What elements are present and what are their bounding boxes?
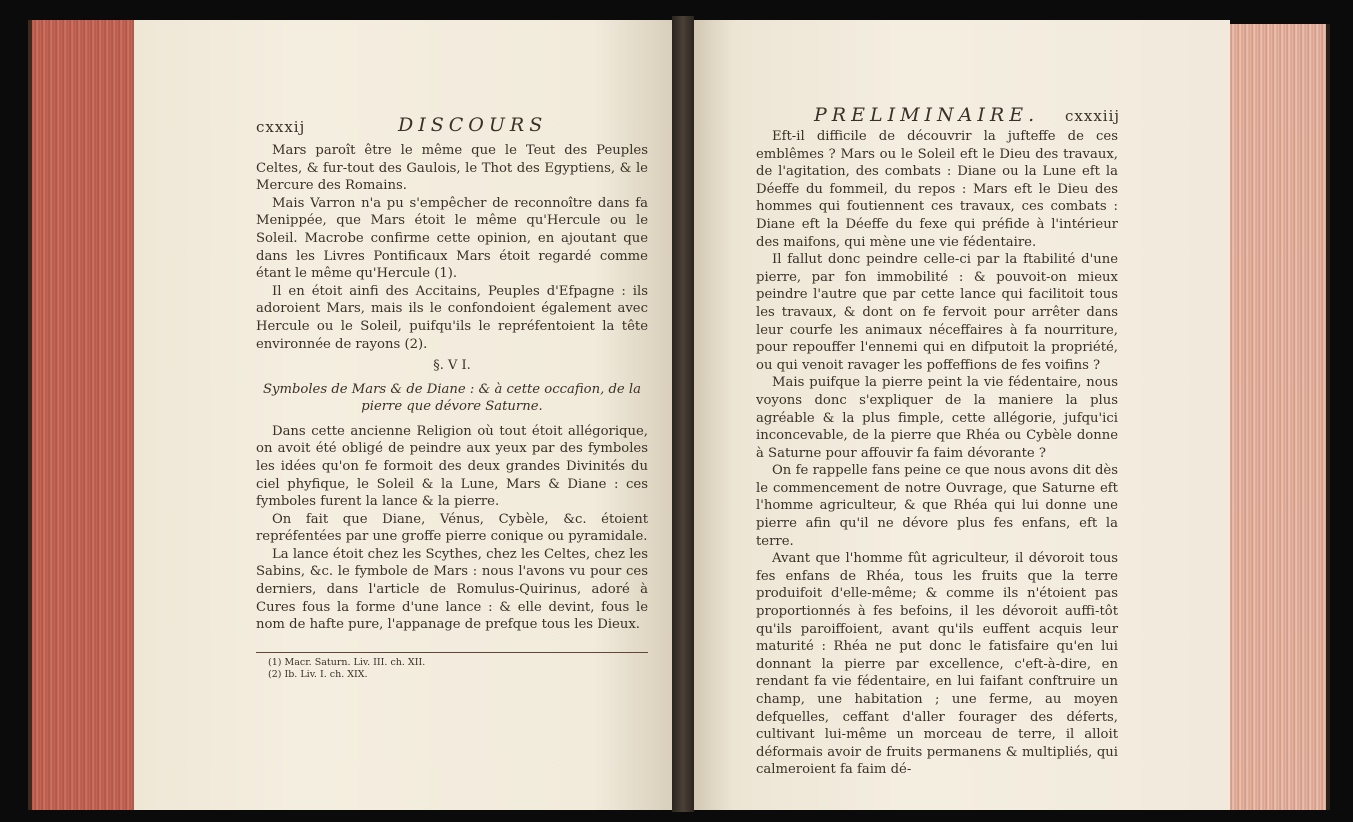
right-page-text bbox=[756, 128, 1118, 779]
left-fore-edge bbox=[28, 20, 142, 810]
right-paragraph: Eft-il difficile de découvrir la jufteffe de ces emblêmes ? Mars ou le Soleil eft le Dieu des travaux, de l'agitation, des combats : Diane ou la Lune eft la Déeffe du fommeil, du repos : Mars eft le Dieu des hommes qui foutiennent ces travaux, ces combats : Diane eft la Déeffe du fexe qui préfide à l'intérieur des maifons, qui mène une vie fédentaire. bbox=[756, 129, 1118, 250]
section-heading: Symboles de Mars & de Diane : & à cette occafion, de la pierre que dévore Saturne. bbox=[262, 381, 642, 414]
left-paragraph: On fait que Diane, Vénus, Cybèle, &c. étoient repréfentées par une groffe pierre conique ou pyramidale. bbox=[256, 511, 648, 545]
book-gutter bbox=[672, 16, 694, 812]
right-running-title: PRELIMINAIRE. bbox=[814, 104, 1040, 126]
left-paragraph: Mars paroît être le même que le Teut des Peuples Celtes, & fur-tout des Gaulois, le Thot des Egyptiens, & le Mercure des Romains. bbox=[256, 143, 648, 194]
footnotes bbox=[268, 657, 425, 681]
right-paragraph: Il fallut donc peindre celle-ci par la ftabilité d'une pierre, par fon immobilité : & pouvoit-on mieux peindre l'autre que par cette lance qui facilitoit tous les travaux, & dont on fe fervoit pour arrêter dans leur courfe les animaux néceffaires à fa nourriture, pour repouffer l'ennemi qui en difputoit la propriété, ou qui venoit ravager les poffeffions de fes voifins ? bbox=[756, 252, 1118, 373]
left-paragraph: Dans cette ancienne Religion où tout étoit allégorique, on avoit été obligé de peindre aux yeux par des fymboles les idées qu'on fe formoit des deux grandes Divinités du ciel phyfique, le Soleil & la Lune, Mars & Diane : ces fymboles furent la lance & la pierre. bbox=[256, 423, 648, 510]
right-paragraph: Avant que l'homme fût agriculteur, il dévoroit tous fes enfans de Rhéa, tous les fruits que la terre produifoit d'elle-même; & comme ils n'étoient pas proportionnés à fes befoins, il les dévoroit auffi-tôt qu'ils paroiffoient, avant qu'ils euffent acquis leur maturité : Rhéa ne put donc le fatisfaire qu'en lui donnant la pierre par excellence, c'eft-à-dire, en rendant fa vie fédentaire, en lui faifant conftruire un champ, une habitation ; une ferme, au moyen defquelles, ceffant d'aller fourager des déferts, cultivant lui-même un morceau de terre, il alloit déformais avoir de fruits permanens & multipliés, qui calmeroient fa faim dé- bbox=[756, 551, 1118, 778]
right-fore-edge bbox=[1228, 24, 1330, 810]
footnote: (2) Ib. Liv. I. ch. XIX. bbox=[268, 669, 368, 680]
right-paragraph: On fe rappelle fans peine ce que nous avons dit dès le commencement de notre Ouvrage, que Saturne eft l'homme agriculteur, & que Rhéa qui lui donne une pierre afin qu'il ne dévore plus fes enfans, eft la terre. bbox=[756, 463, 1118, 549]
left-page-text bbox=[256, 142, 648, 634]
right-page-number: cxxxiij bbox=[1065, 107, 1121, 125]
footnote-rule bbox=[256, 652, 648, 653]
right-paragraph: Mais puifque la pierre peint la vie fédentaire, nous voyons donc s'expliquer de la maniere la plus agréable & la plus fimple, cette allégorie, jufqu'ici inconcevable, de la pierre que Rhéa ou Cybèle donne à Saturne pour affouvir fa faim dévorante ? bbox=[756, 375, 1118, 461]
footnote: (1) Macr. Saturn. Liv. III. ch. XII. bbox=[268, 657, 426, 668]
left-paragraph: La lance étoit chez les Scythes, chez les Celtes, chez les Sabins, &c. le fymbole de Mars : nous l'avons vu pour ces derniers, dans l'article de Romulus-Quirinus, adoré à Cures fous la forme d'une lance : & elle devint, fous le nom de hafte pure, l'appanage de prefque tous les Dieux. bbox=[256, 546, 648, 633]
left-paragraph: Il en étoit ainfi des Accitains, Peuples d'Efpagne : ils adoroient Mars, mais ils le confondoient également avec Hercule ou le Soleil, puifqu'ils le repréfentoient la tête environnée de rayons (2). bbox=[256, 283, 648, 352]
left-paragraph: Mais Varron n'a pu s'empêcher de reconnoître dans fa Menippée, que Mars étoit le même qu'Hercule ou le Soleil. Macrobe confirme cette opinion, en ajoutant que dans les Livres Pontificaux Mars étoit regardé comme étant le même qu'Hercule (1). bbox=[256, 195, 648, 282]
left-page-number: cxxxij bbox=[256, 118, 306, 136]
left-running-title: DISCOURS bbox=[398, 114, 548, 136]
section-number: §. V I. bbox=[433, 358, 471, 374]
